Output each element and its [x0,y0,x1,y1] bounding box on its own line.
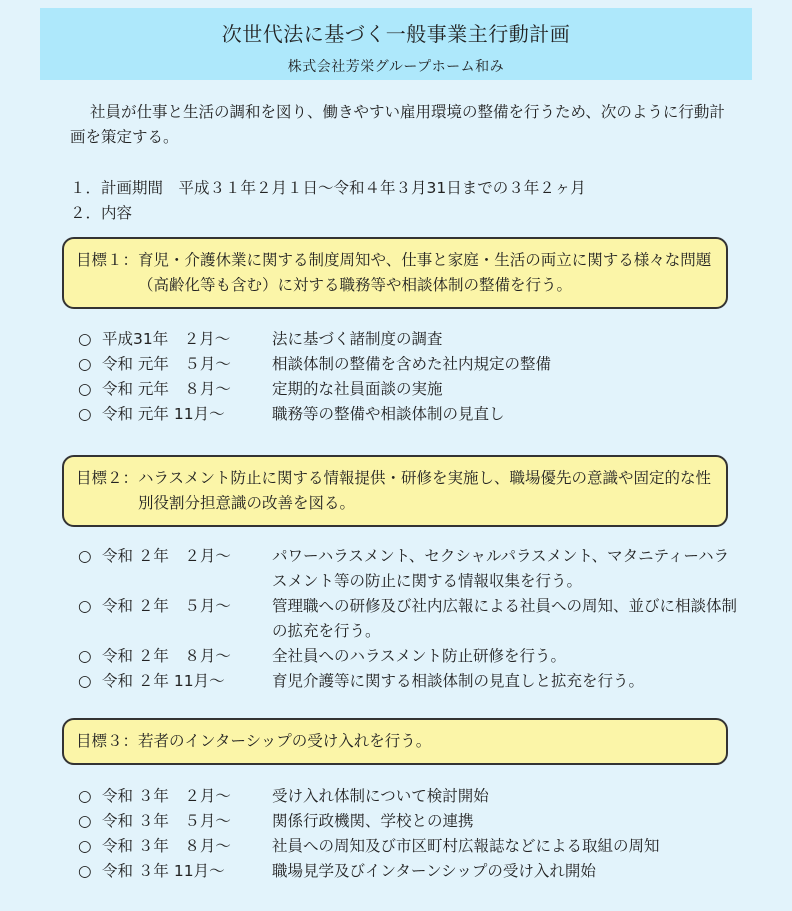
bullet-icon: ○ [78,672,92,690]
schedule-text: 受け入れ体制について検討開始 [272,787,489,805]
schedule-item [78,644,738,669]
schedule-item [78,784,738,809]
bullet-icon: ○ [78,837,92,855]
schedule-item [78,669,738,694]
schedule-text: 法に基づく諸制度の調査 [272,330,443,348]
goal-box-3 [62,718,728,765]
content-label: ２．内容 [70,204,133,222]
schedule-date: 令和 元年 ５月～ [102,355,231,373]
bullet-icon: ○ [78,787,92,805]
schedule-item [78,402,738,427]
page-title: 次世代法に基づく一般事業主行動計画 [221,22,571,46]
schedule-text: 関係行政機関、学校との連携 [272,812,474,830]
schedule-text: 職場見学及びインターンシップの受け入れ開始 [272,862,596,880]
goal-1-schedule [78,327,738,427]
goal-box-1 [62,237,728,309]
bullet-icon: ○ [78,380,92,398]
schedule-item [78,594,738,644]
bullet-icon: ○ [78,547,92,565]
goal-label: 目標２： [76,469,139,487]
schedule-text: パワーハラスメント、セクシャルパラスメント、マタニティーハラスメント等の防止に関する情報収集を行う。 [272,547,730,590]
schedule-item [78,544,738,594]
schedule-item [78,859,738,884]
goal-text: ハラスメント防止に関する情報提供・研修を実施し、職場優先の意識や固定的な性別役割分担意識の改善を図る。 [138,469,712,512]
schedule-date: 令和 ３年 ８月～ [102,837,231,855]
bullet-icon: ○ [78,330,92,348]
bullet-icon: ○ [78,862,92,880]
schedule-item [78,327,738,352]
schedule-text: 職務等の整備や相談体制の見直し [272,405,505,423]
schedule-date: 令和 ３年 ２月～ [102,787,231,805]
goal-2-schedule [78,544,738,694]
schedule-date: 令和 元年 ８月～ [102,380,231,398]
schedule-date: 令和 ２年 11月～ [102,672,225,690]
schedule-text: 管理職への研修及び社内広報による社員への周知、並びに相談体制の拡充を行う。 [272,597,738,640]
schedule-date: 令和 ２年 ８月～ [102,647,231,665]
schedule-item [78,352,738,377]
bullet-icon: ○ [78,812,92,830]
schedule-date: 平成31年 ２月～ [102,330,231,348]
schedule-text: 定期的な社員面談の実施 [272,380,443,398]
schedule-text: 社員への周知及び市区町村広報誌などによる取組の周知 [272,837,660,855]
schedule-date: 令和 元年 11月～ [102,405,225,423]
schedule-date: 令和 ２年 ５月～ [102,597,231,615]
goal-box-2 [62,455,728,527]
intro-paragraph: 社員が仕事と生活の調和を図り、働きやすい雇用環境の整備を行うため、次のように行動計画を策定する。 [70,103,725,146]
bullet-icon: ○ [78,597,92,615]
goal-text: 若者のインターシップの受け入れを行う。 [138,732,432,750]
goal-text: 育児・介護休業に関する制度周知や、仕事と家庭・生活の両立に関する様々な問題（高齢化等も含む）に対する職務等や相談体制の整備を行う。 [138,251,712,294]
plan-period: １．計画期間 平成３１年２月１日～令和４年３月31日までの３年２ヶ月 [70,179,586,197]
schedule-date: 令和 ３年 11月～ [102,862,225,880]
bullet-icon: ○ [78,355,92,373]
schedule-text: 育児介護等に関する相談体制の見直しと拡充を行う。 [272,672,645,690]
page-header [40,8,752,80]
schedule-date: 令和 ２年 ２月～ [102,547,231,565]
goal-label: 目標１： [76,251,139,269]
goal-label: 目標３： [76,732,139,750]
schedule-date: 令和 ３年 ５月～ [102,812,231,830]
schedule-text: 相談体制の整備を含めた社内規定の整備 [272,355,552,373]
company-name: 株式会社芳栄グループホーム和み [287,59,505,75]
schedule-item [78,377,738,402]
bullet-icon: ○ [78,405,92,423]
schedule-item [78,809,738,834]
goal-3-schedule [78,784,738,884]
schedule-item [78,834,738,859]
schedule-text: 全社員へのハラスメント防止研修を行う。 [272,647,567,665]
bullet-icon: ○ [78,647,92,665]
